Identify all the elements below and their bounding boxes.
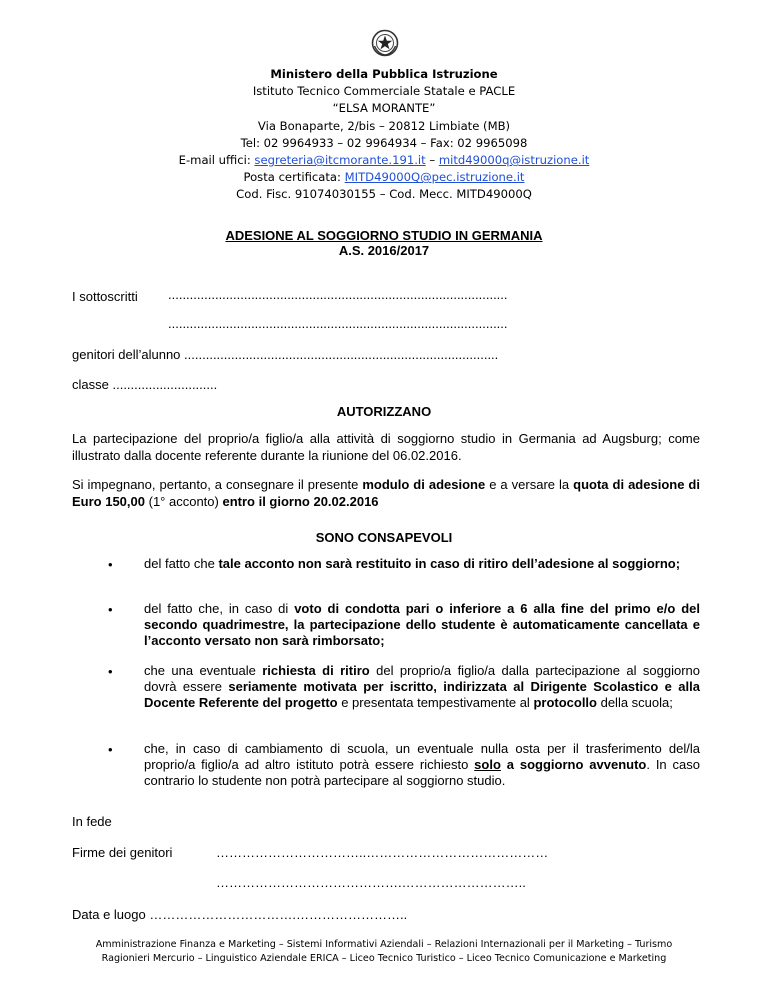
participation-paragraph: La partecipazione del proprio/a figlio/a alla attività di soggiorno studio in Germania ad Augsburg; come illustrato dalla docente referente durante la riunione del 06.02.2016. <box>72 431 700 463</box>
institute-name: Istituto Tecnico Commerciale Statale e PACLE <box>252 84 516 99</box>
authorize-heading: AUTORIZZANO <box>336 404 432 419</box>
item-3-text-3: e presentata tempestivamente al <box>337 694 534 710</box>
pec-label: Posta certificata: <box>243 170 345 185</box>
class-label: classe <box>72 377 109 392</box>
signature-field-2[interactable]: …………………………………….……………………….. <box>216 875 526 890</box>
student-name-field[interactable]: ....................................................................................... <box>184 347 499 362</box>
commitment-text-1: Si impegnano, pertanto, a consegnare il presente <box>72 477 363 492</box>
item-2-text: del fatto che, in caso di <box>144 601 295 616</box>
bullet-icon: • <box>108 602 113 617</box>
email-separator: – <box>425 153 439 168</box>
parents-label: genitori dell’alunno <box>72 347 181 362</box>
email-link-istruzione[interactable]: mitd49000q@istruzione.it <box>438 153 590 168</box>
date-place-label: Data e luogo <box>72 907 150 922</box>
parents-signatures-label: Firme dei genitori <box>72 845 173 860</box>
item-3-text-2: del proprio/a figlio/a dalla partecipazione al soggiorno dovrà essere <box>144 663 700 694</box>
bullet-icon: • <box>108 664 113 679</box>
item-3-bold-3: protocollo <box>533 694 597 710</box>
in-fede: In fede <box>72 814 112 829</box>
pec-email-link[interactable]: MITD49000Q@pec.istruzione.it <box>344 170 525 185</box>
commitment-bold-2: quota di adesione di Euro 150,00 <box>72 477 700 509</box>
commitment-text-2: e a versare la <box>485 477 574 492</box>
email-label: E-mail uffici: <box>178 153 255 168</box>
class-line <box>72 377 217 392</box>
item-2-bold: voto di condotta pari o inferiore a 6 alla fine del primo e/o del secondo quadrimestre, la partecipazione dello studente è automaticamente cancellata e l’acconto versato non sarà rimborsato; <box>144 601 700 648</box>
date-place-line <box>72 907 407 922</box>
awareness-item-2 <box>144 601 700 648</box>
aware-heading: SONO CONSAPEVOLI <box>315 530 453 545</box>
date-place-field[interactable]: …………………………….…………………….. <box>149 907 408 922</box>
school-name: “ELSA MORANTE” <box>332 101 436 116</box>
footer-courses-line-2: Ragionieri Mercurio – Linguistico Aziendale ERICA – Liceo Tecnico Turistico – Liceo Tecnico Comunicazione e Marketing <box>101 953 667 964</box>
pec-line <box>0 169 768 186</box>
signatory-name-field-2[interactable]: .............................................................................................. <box>168 316 508 331</box>
awareness-item-3 <box>144 663 700 710</box>
item-3-bold-2: seriamente motivata per iscritto, indirizzata al Dirigente Scolastico e alla Docente Referente del progetto <box>144 678 700 710</box>
signatory-name-field-1[interactable]: .............................................................................................. <box>168 287 508 302</box>
item-3-bold-1: richiesta di ritiro <box>262 663 370 678</box>
item-3-text-1: che una eventuale <box>144 663 263 678</box>
item-1-bold: tale acconto non sarà restituito in caso di ritiro dell’adesione al soggiorno; <box>218 556 681 571</box>
awareness-item-4 <box>144 741 700 788</box>
form-title <box>0 228 768 258</box>
school-letterhead <box>0 66 768 204</box>
email-line <box>0 152 768 169</box>
commitment-paragraph <box>72 477 700 510</box>
item-4-text-1: che, in caso di cambiamento di scuola, un eventuale nulla osta per il trasferimento del/la proprio/a figlio/a ad altro istituto potrà essere richiesto <box>144 741 700 772</box>
commitment-text-3: (1° acconto) <box>145 493 223 509</box>
ministry-name: Ministero della Pubblica Istruzione <box>270 67 498 81</box>
item-4-bold-underlined: solo <box>474 756 501 772</box>
bullet-icon: • <box>108 742 113 757</box>
commitment-bold-3: entro il giorno 20.02.2016 <box>222 493 379 509</box>
item-4-bold: a soggiorno avvenuto <box>500 756 647 772</box>
phone-numbers: Tel: 02 9964933 – 02 9964934 – Fax: 02 9965098 <box>240 135 528 150</box>
parents-of-student-line <box>72 347 498 362</box>
form-title-main: ADESIONE AL SOGGIORNO STUDIO IN GERMANIA <box>225 228 543 243</box>
class-field[interactable]: ............................. <box>112 377 218 392</box>
commitment-bold-1: modulo di adesione <box>362 477 486 492</box>
signature-field-1[interactable]: ……………………………..…………………………………… <box>216 845 549 860</box>
email-link-segreteria[interactable]: segreteria@itcmorante.191.it <box>254 153 426 168</box>
bullet-icon: • <box>108 557 113 572</box>
school-year: A.S. 2016/2017 <box>338 243 430 258</box>
school-footer <box>0 938 768 966</box>
fiscal-codes: Cod. Fisc. 91074030155 – Cod. Mecc. MITD49000Q <box>236 187 532 202</box>
awareness-item-1 <box>144 556 700 572</box>
footer-courses-line-1: Amministrazione Finanza e Marketing – Sistemi Informativi Aziendali – Relazioni Internazionali per il Marketing – Turismo <box>95 939 673 950</box>
school-address: Via Bonaparte, 2/bis – 20812 Limbiate (MB) <box>257 118 511 133</box>
item-1-text: del fatto che <box>144 556 219 571</box>
italian-republic-emblem-icon <box>370 28 400 58</box>
item-4-text-2: . In caso contrario lo studente non potrà partecipare al soggiorno studio. <box>144 756 700 788</box>
item-3-text-4: della scuola; <box>596 694 673 710</box>
signatories-label: I sottoscritti <box>72 289 138 304</box>
